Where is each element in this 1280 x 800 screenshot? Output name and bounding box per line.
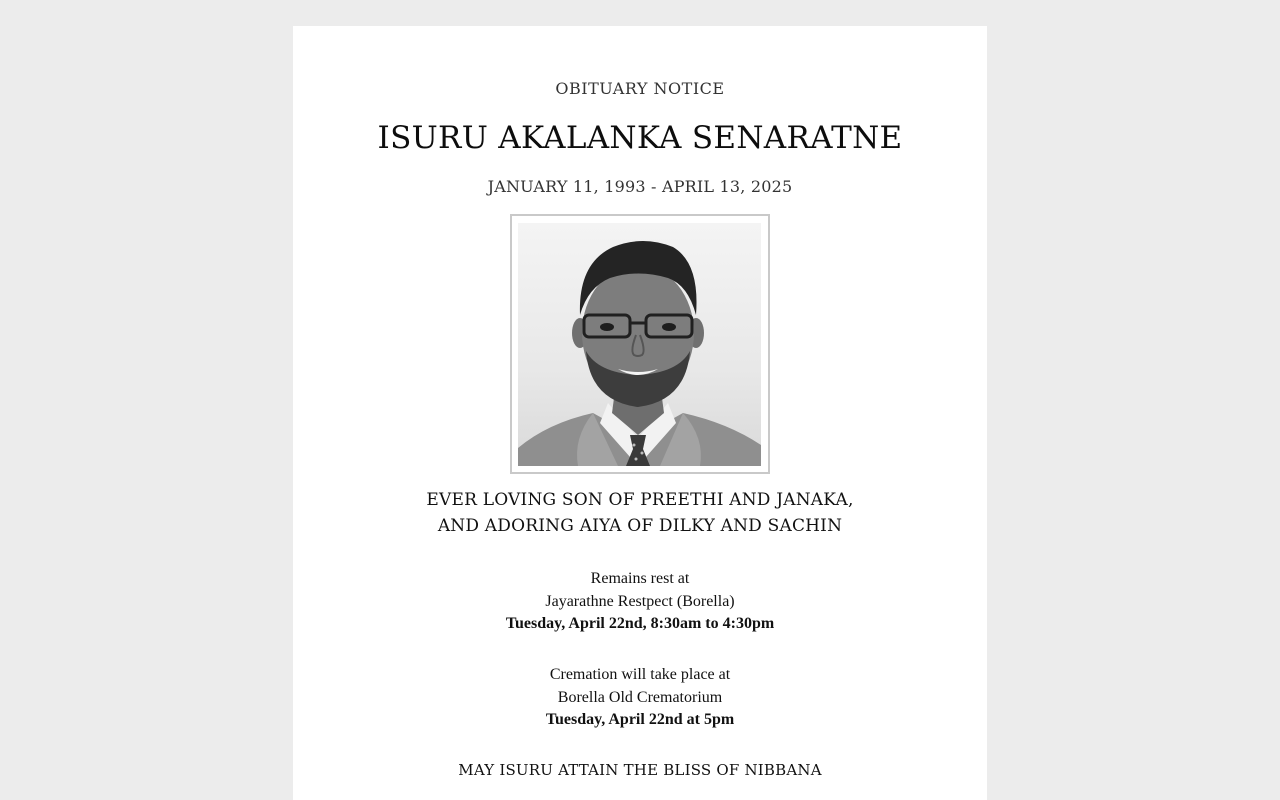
cremation-place: Borella Old Crematorium: [557, 688, 723, 706]
tribute-line: AND ADORING AIYA OF DILKY AND SACHIN: [437, 516, 843, 536]
cremation-time: Tuesday, April 22nd at 5pm: [545, 711, 735, 728]
portrait-frame: [510, 214, 770, 474]
cremation-details: [293, 664, 987, 732]
blessing-text: MAY ISURU ATTAIN THE BLISS OF NIBBANA: [458, 761, 822, 779]
portrait-illustration: [518, 223, 761, 466]
deceased-name: ISURU AKALANKA SENARATNE: [377, 120, 903, 156]
obituary-page: [293, 26, 987, 800]
cremation-intro: Cremation will take place at: [549, 666, 731, 683]
remains-place: Jayarathne Restpect (Borella): [545, 592, 735, 610]
tribute-line: EVER LOVING SON OF PREETHI AND JANAKA,: [426, 490, 854, 510]
remains-intro: Remains rest at: [590, 570, 690, 587]
notice-eyebrow: OBITUARY NOTICE: [555, 79, 725, 98]
life-dates: JANUARY 11, 1993 - APRIL 13, 2025: [487, 177, 793, 196]
remains-time: Tuesday, April 22nd, 8:30am to 4:30pm: [505, 615, 775, 632]
tribute-text: [293, 487, 987, 539]
portrait-photo: [518, 223, 761, 466]
remains-details: [293, 568, 987, 636]
